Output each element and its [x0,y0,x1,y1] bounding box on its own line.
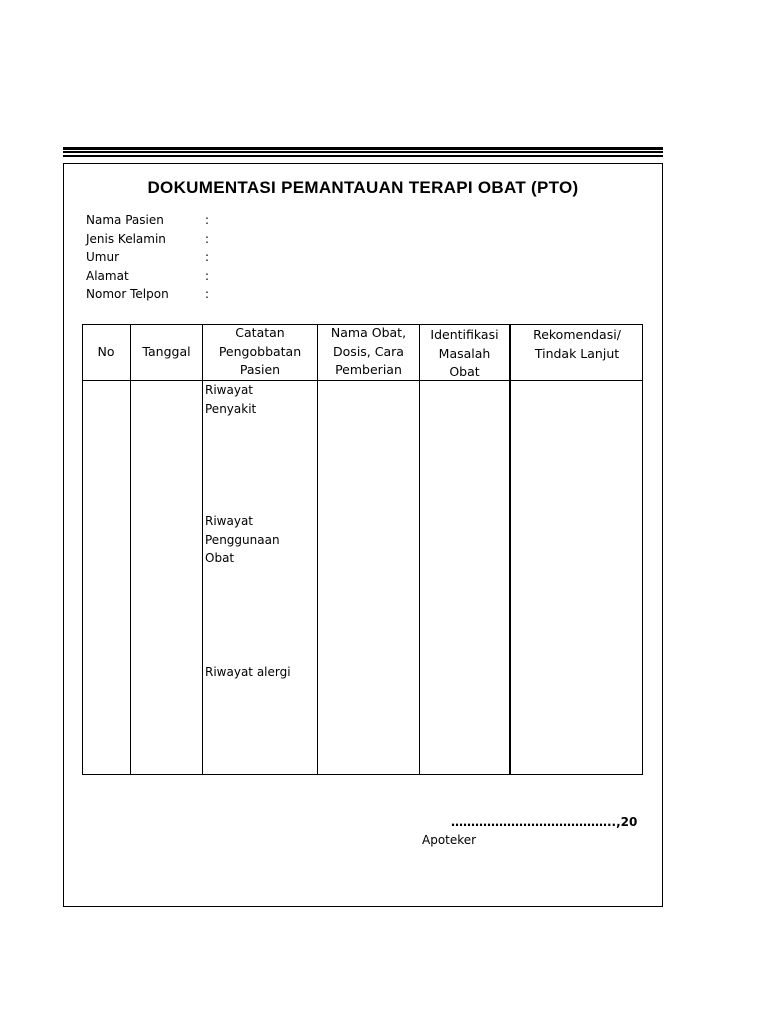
document-title: DOKUMENTASI PEMANTAUAN TERAPI OBAT (PTO) [147,178,579,197]
field-alamat [86,269,286,288]
field-label: Alamat [86,268,129,283]
header-no: No [97,343,115,359]
header-rule-mid [63,151,663,153]
field-label: Jenis Kelamin [86,231,166,246]
field-label: Nama Pasien [86,213,164,227]
table-column-divider [130,324,131,775]
note-riwayat-alergi: Riwayat alergi [205,665,291,679]
header-rule-thick [63,147,663,150]
table-column-divider [509,324,511,775]
note-riwayat-penggunaan-obat: Riwayat Penggunaan Obat [205,514,280,565]
table-column-divider [419,324,420,775]
header-nama-obat: Nama Obat, Dosis, Cara Pemberian [330,325,407,378]
pto-table [82,324,643,775]
field-label: Umur [86,250,120,265]
header-rekomendasi: Rekomendasi/ Tindak Lanjut [533,327,621,361]
signature-role: Apoteker [422,833,477,847]
table-column-divider [317,324,318,775]
patient-info-fields [86,213,286,306]
field-nama-pasien [86,213,286,232]
field-separator: : [205,231,210,246]
field-jenis-kelamin [86,232,286,251]
field-umur [86,250,286,269]
table-column-divider [202,324,203,775]
field-nomor-telpon [86,287,286,306]
field-label: Nomor Telpon [86,287,169,302]
signature-date-line: …………………………………..,20 [451,815,638,829]
field-separator: : [205,268,210,283]
header-identifikasi: Identifikasi Masalah Obat [430,327,499,379]
note-riwayat-penyakit: Riwayat Penyakit [205,383,257,416]
table-border [82,324,643,775]
header-rule-thin [63,155,663,157]
header-catatan: Catatan Pengobbatan Pasien [218,325,302,378]
header-tanggal: Tanggal [142,343,191,359]
field-separator: : [205,213,210,227]
table-header-divider [82,380,643,381]
field-separator: : [205,250,210,265]
field-separator: : [205,287,210,302]
